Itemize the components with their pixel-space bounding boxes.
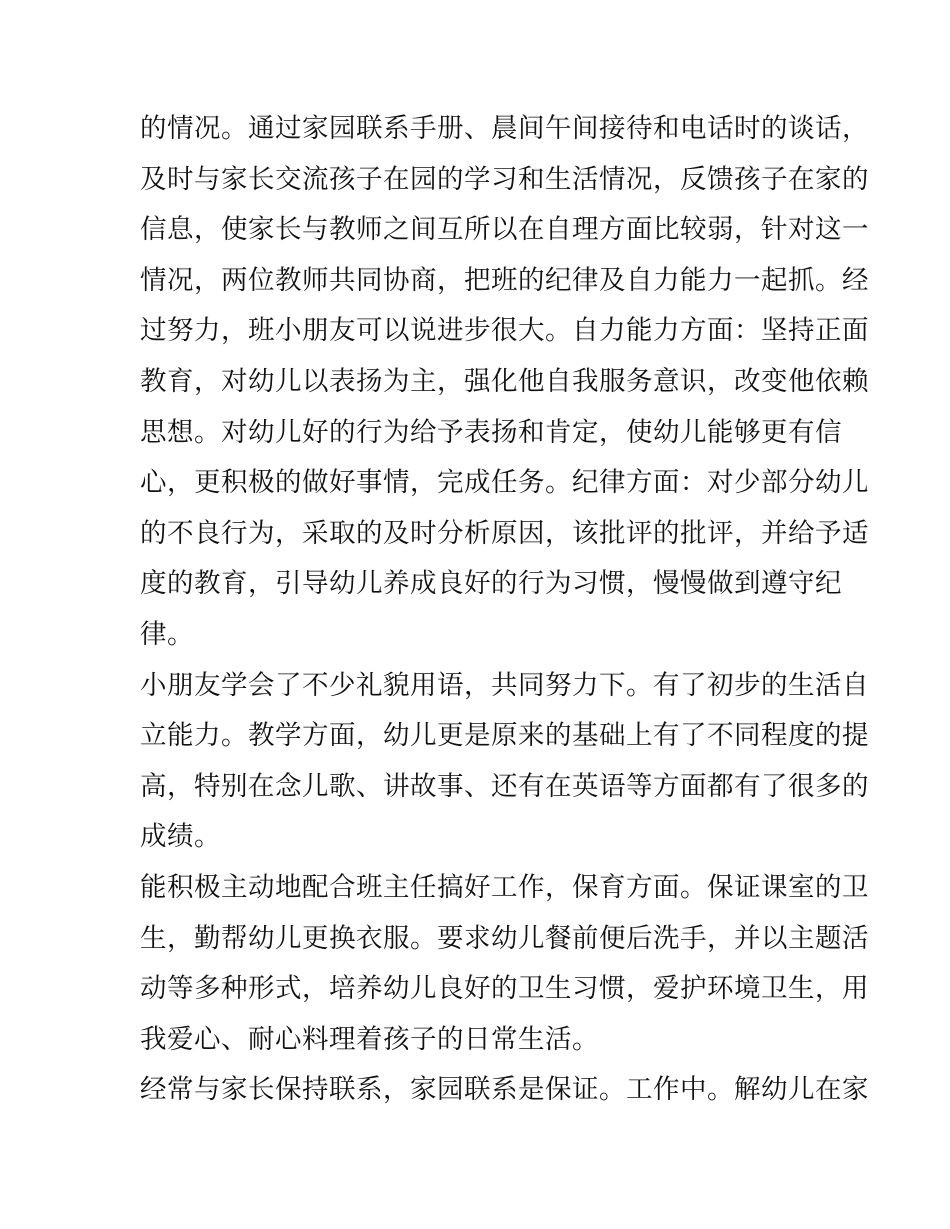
text-line: 度的教育，引导幼儿养成良好的行为习惯，慢慢做到遵守纪 — [140, 568, 842, 600]
text-line: 动等多种形式，培养幼儿良好的卫生习惯，爱护环境卫生，用 — [140, 973, 869, 1005]
text-line: 经常与家长保持联系，家园联系是保证。工作中。解幼儿在家 — [140, 1074, 869, 1106]
text-line: 生，勤帮幼儿更换衣服。要求幼儿餐前便后洗手，并以主题活 — [140, 922, 869, 954]
text-line: 立能力。教学方面，幼儿更是原来的基础上有了不同程度的提 — [140, 720, 869, 752]
text-line: 高，特别在念儿歌、讲故事、还有在英语等方面都有了很多的 — [140, 770, 869, 802]
document-body-text — [140, 104, 869, 1116]
text-line: 小朋友学会了不少礼貌用语，共同努力下。有了初步的生活自 — [140, 669, 869, 701]
text-line: 的情况。通过家园联系手册、晨间午间接待和电话时的谈话， — [140, 113, 869, 144]
text-line: 能积极主动地配合班主任搞好工作，保育方面。保证课室的卫 — [140, 871, 869, 903]
text-line: 我爱心、耐心料理着孩子的日常生活。 — [140, 1023, 599, 1055]
text-line: 成绩。 — [140, 821, 221, 853]
text-line: 及时与家长交流孩子在园的学习和生活情况，反馈孩子在家的 — [140, 163, 869, 195]
text-line: 过努力，班小朋友可以说进步很大。自力能力方面：坚持正面 — [140, 315, 869, 347]
text-line: 心，更积极的做好事情，完成任务。纪律方面：对少部分幼儿 — [140, 467, 869, 499]
text-line: 信息，使家长与教师之间互所以在自理方面比较弱，针对这一 — [140, 214, 869, 246]
text-line: 思想。对幼儿好的行为给予表扬和肯定，使幼儿能够更有信 — [140, 416, 842, 448]
text-line: 情况，两位教师共同协商，把班的纪律及自力能力一起抓。经 — [140, 264, 869, 296]
text-line: 教育，对幼儿以表扬为主，强化他自我服务意识，改变他依赖 — [140, 365, 869, 397]
text-line: 的不良行为，采取的及时分析原因，该批评的批评，并给予适 — [140, 517, 869, 549]
text-line: 律。 — [140, 618, 194, 650]
